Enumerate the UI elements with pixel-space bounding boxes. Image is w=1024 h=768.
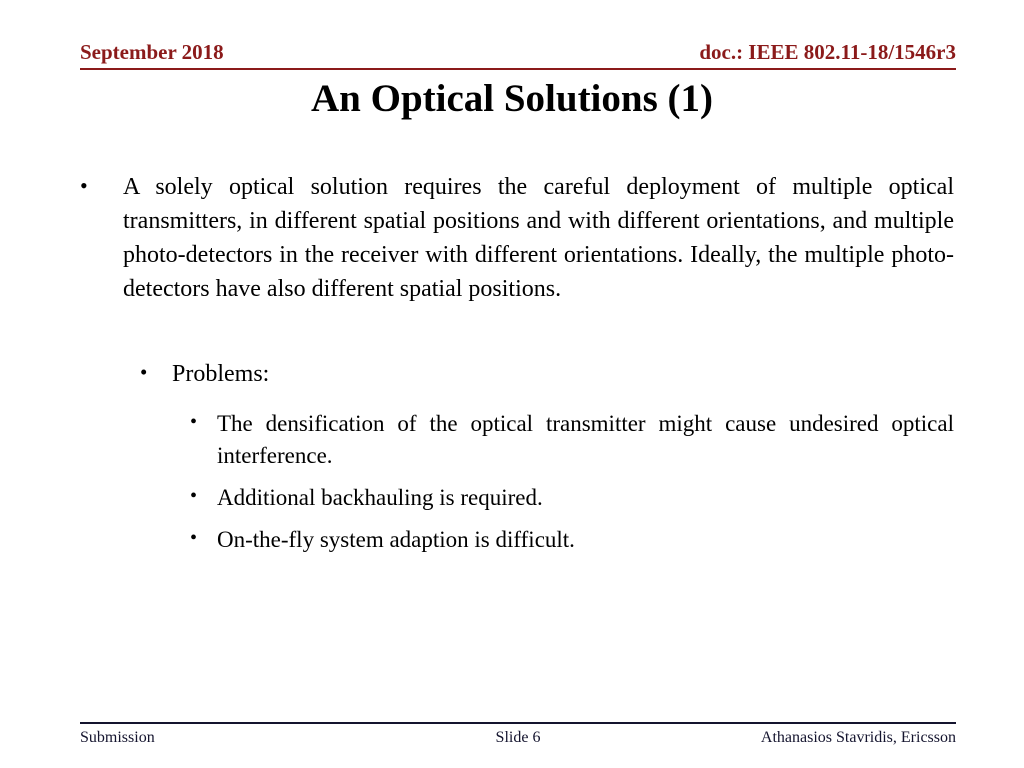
slide-footer [80,722,956,747]
footer-submission-label: Submission [80,729,155,746]
footer-slide-number: Slide 6 [495,729,541,746]
bullet-marker: • [190,485,198,508]
problem-text: On-the-fly system adaption is difficult. [217,527,575,553]
list-item [190,482,954,514]
problems-list [190,408,954,557]
problems-block [140,358,954,556]
header-date: September 2018 [80,40,224,64]
slide-body [80,170,954,567]
main-bullet-text: A solely optical solution requires the careful deployment of multiple optical transmitters, in different spatial positions and with different orientations, and multiple photo-detectors in the receiver with different orientations. Ideally, the multiple photo-detectors have also different spatial positions. [123,174,954,303]
bullet-marker: • [190,410,198,433]
bullet-marker: • [140,360,148,385]
problem-text: Additional backhauling is required. [217,485,543,511]
bullet-marker: • [80,173,88,198]
list-item [190,408,954,472]
header-doc-number: doc.: IEEE 802.11-18/1546r3 [699,40,956,64]
problems-heading-text: Problems: [172,361,270,388]
bullet-marker: • [190,527,198,550]
footer-author: Athanasios Stavridis, Ericsson [760,729,956,746]
slide-title: An Optical Solutions (1) [311,77,713,120]
slide-header [80,40,956,70]
problem-text: The densification of the optical transmitter might cause undesired optical interference. [217,410,954,469]
problems-heading-item [140,358,954,392]
list-item [190,524,954,556]
main-bullet-item [80,170,954,306]
